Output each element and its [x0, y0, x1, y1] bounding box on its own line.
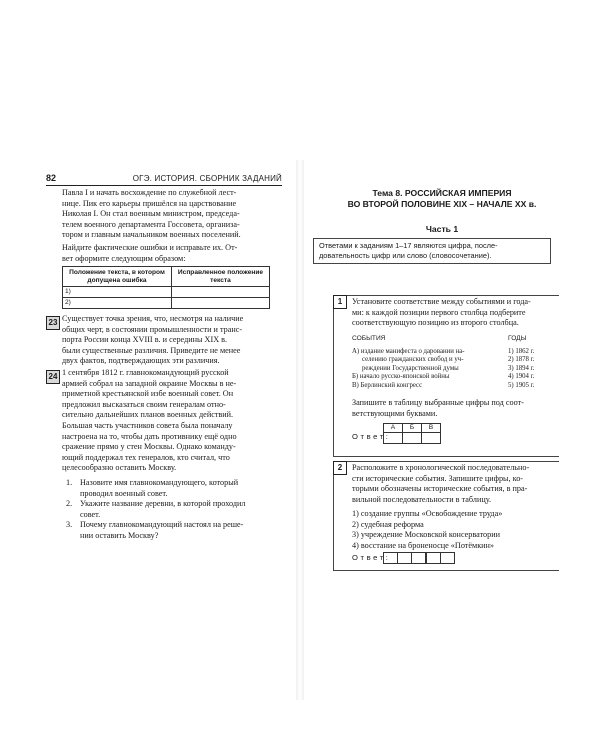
text-line: ми: к каждой позиции первого столбца подберите	[352, 307, 526, 317]
text-line: телем военного департамента Госсовета, организа-	[62, 219, 240, 229]
question-number-24: 24	[46, 370, 60, 384]
event-line: Б) начало русско-японской войны	[352, 373, 450, 381]
answer-cells	[383, 552, 454, 564]
text-line: нице. Пик его карьеры пришёлся на царствование	[62, 198, 237, 208]
topic-line: Тема 8. РОССИЙСКАЯ ИМПЕРИЯ	[372, 188, 512, 198]
text-line: двух фактов, подтверждающих эти различия.	[62, 356, 220, 366]
text-line: сражение прямо у стен Москвы. Однако команду-	[62, 442, 236, 452]
year-item: 3) 1894 г.	[508, 364, 535, 372]
year-item: 2) 1878 г.	[508, 356, 535, 364]
text-line: Павла I и начать восхождение по служебной лест-	[62, 188, 237, 197]
table-cell[interactable]	[172, 287, 270, 298]
list-item: 4) восстание на броненосце «Потёмкин»	[352, 540, 495, 550]
question-24-subquestions	[66, 478, 274, 542]
table-cell[interactable]	[172, 298, 270, 309]
question-24-text	[62, 368, 274, 474]
list-item: 3) учреждение Московской консерватории	[352, 530, 501, 540]
question-1-instruction	[352, 398, 558, 419]
event-line: селению гражданских свобод и уч-	[362, 356, 464, 364]
text-line: соответствующую позицию из второго столбца.	[352, 318, 519, 328]
text-line: проводил военный совет.	[80, 488, 168, 498]
year-item: 4) 1904 г.	[508, 373, 535, 381]
item-number: 2.	[66, 499, 73, 509]
question-2-items	[352, 509, 558, 551]
text-line: армией собрал на западной окраине Москвы в не-	[62, 378, 237, 388]
running-title: ОГЭ. ИСТОРИЯ. СБОРНИК ЗАДАНИЙ	[132, 174, 282, 183]
answer-label: Ответ:	[352, 553, 391, 562]
year-item: 1) 1862 г.	[508, 347, 535, 355]
list-item	[66, 499, 274, 520]
text-line: приметной крестьянской избе военный совет. Он	[62, 389, 234, 399]
text-line: Укажите название деревни, в которой проходил	[80, 499, 246, 509]
text-line: 1 сентября 1812 г. главнокомандующий русской	[62, 368, 229, 377]
text-line: ветствующими буквами.	[352, 408, 438, 418]
item-number: 1.	[66, 478, 73, 487]
text-line: сти исторические события. Запишите цифры, ко-	[352, 473, 524, 483]
text-line: были существенные различия. Приведите не менее	[62, 345, 241, 355]
text-line: целесообразно оставить Москву.	[62, 463, 177, 473]
answer-cell[interactable]	[422, 433, 441, 444]
table-row	[63, 298, 270, 309]
text-line: вильной последовательности в таблицу.	[352, 494, 492, 504]
table-cell[interactable]: 2)	[63, 298, 172, 309]
text-line: Ответами к заданиям 1–17 являются цифра, после-	[319, 241, 498, 250]
table-header: Исправленное положение текста	[172, 267, 270, 287]
list-item	[66, 478, 274, 499]
text-line: довательность цифр или слово (словосочетание).	[319, 251, 492, 260]
event-line: В) Берлинский конгресс	[352, 381, 423, 389]
table-row	[63, 287, 270, 298]
answer-label: Ответ:	[352, 432, 391, 441]
topic-line: ВО ВТОРОЙ ПОЛОВИНЕ XIX – НАЧАЛЕ XX в.	[347, 199, 537, 209]
topic-heading	[324, 188, 560, 210]
question-number-1: 1	[333, 295, 347, 309]
grid-header: В	[422, 424, 441, 433]
text-line: настроена на то, чтобы дать противнику ещё одно	[62, 431, 237, 441]
events-header: СОБЫТИЯ	[352, 335, 386, 342]
instructions-note-box	[313, 238, 551, 264]
text-line: торыми обозначены исторические события, в пра-	[352, 484, 528, 494]
question-2-text	[352, 463, 558, 505]
text-line: Расположите в хронологической последовательно-	[352, 463, 530, 472]
list-item: 2) судебная реформа	[352, 519, 424, 529]
answer-cell[interactable]	[384, 433, 403, 444]
answer-cell[interactable]	[397, 552, 412, 564]
text-line: совет.	[80, 509, 101, 519]
page-number: 82	[46, 173, 57, 183]
list-item	[66, 520, 274, 541]
answer-cell[interactable]	[426, 552, 441, 564]
answer-cell[interactable]	[440, 552, 455, 564]
text-line: тором и главным начальником военных поселений.	[62, 230, 241, 240]
event-line: реждении Государственной думы	[362, 364, 459, 372]
intro-paragraph	[62, 188, 274, 241]
errors-answer-table	[62, 266, 270, 309]
answer-cell[interactable]	[411, 552, 426, 564]
instruction-paragraph	[62, 243, 274, 264]
text-line: Запишите в таблицу выбранные цифры под соот-	[352, 398, 524, 407]
text-line: нии оставить Москву?	[80, 530, 159, 540]
question-number-23: 23	[46, 316, 60, 330]
question-1-text	[352, 297, 558, 329]
grid-header: А	[384, 424, 403, 433]
event-line: А) издание манифеста о даровании на-	[352, 347, 465, 355]
year-item: 5) 1905 г.	[508, 381, 535, 389]
text-line: Существует точка зрения, что, несмотря на наличие	[62, 314, 244, 323]
events-column	[352, 335, 502, 391]
text-line: общих черт, в состоянии промышленности и транс-	[62, 324, 243, 334]
years-column	[508, 335, 558, 391]
list-item: 1) создание группы «Освобождение труда»	[352, 509, 503, 518]
text-line: сительно дальнейших планов военных действий.	[62, 410, 234, 420]
text-line: ющий поддержал тех генералов, кто считал, что	[62, 452, 230, 462]
answer-cell[interactable]	[403, 433, 422, 444]
running-head	[46, 173, 282, 186]
text-line: предложил высказаться своим генералам отно-	[62, 399, 226, 409]
text-line: порта России конца XVIII в. и середины XIX в.	[62, 335, 228, 345]
years-header: ГОДЫ	[508, 335, 527, 342]
answer-grid	[383, 423, 441, 444]
table-cell[interactable]: 1)	[63, 287, 172, 298]
text-line: Почему главнокомандующий настоял на реше-	[80, 520, 244, 530]
text-line: Установите соответствие между событиями и года-	[352, 297, 531, 306]
grid-header: Б	[403, 424, 422, 433]
question-23-text	[62, 314, 274, 367]
table-header: Положение текста, в котором допущена ошибка	[63, 267, 172, 287]
text-line: вет оформите следующим образом:	[62, 253, 186, 263]
text-line: Большая часть участников совета была поначалу	[62, 420, 233, 430]
question-number-2: 2	[333, 461, 347, 475]
answer-cell[interactable]	[383, 552, 398, 564]
text-line: Николая I. Он стал военным министром, председа-	[62, 209, 240, 219]
text-line: Назовите имя главнокомандующего, который	[80, 478, 239, 487]
text-line: Найдите фактические ошибки и исправьте их. От-	[62, 243, 238, 252]
item-number: 3.	[66, 520, 73, 530]
part-heading: Часть 1	[425, 224, 459, 234]
